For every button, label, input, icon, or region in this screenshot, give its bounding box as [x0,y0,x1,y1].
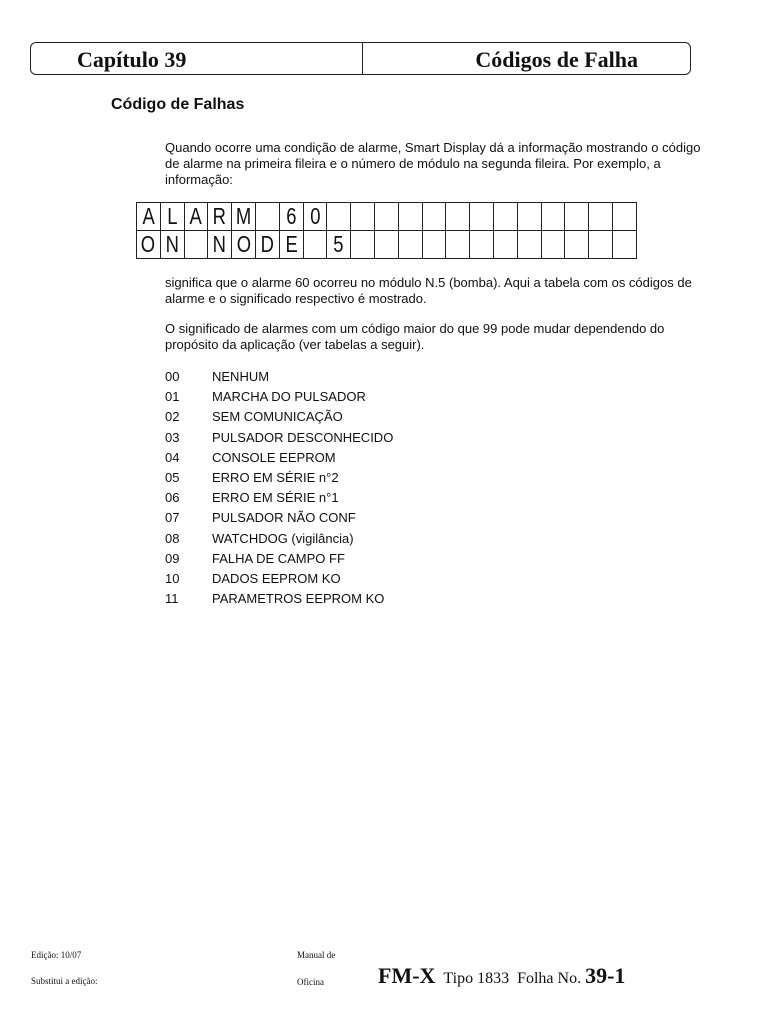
lcd-cell [493,231,517,259]
lcd-cell [422,203,446,231]
lcd-char: M [235,203,252,229]
alarm-code: 04 [165,449,180,465]
lcd-row-2 [137,231,637,259]
alarm-description: FALHA DE CAMPO FF [212,550,345,566]
alarm-code: 07 [165,510,180,526]
lcd-cell [232,231,256,259]
lcd-char: 6 [286,203,297,229]
alarm-description: ERRO EM SÉRIE n°1 [212,490,339,506]
lcd-char: D [260,231,275,257]
lcd-cell [422,231,446,259]
alarm-code: 09 [165,550,180,566]
lcd-cell [184,203,208,231]
lcd-cell [279,231,303,259]
lcd-cell [327,203,351,231]
lcd-cell [541,231,565,259]
lcd-cell [255,231,279,259]
lcd-char: E [285,231,298,257]
alarm-description: DADOS EEPROM KO [212,570,341,586]
lcd-cell [470,231,494,259]
lcd-cell [470,203,494,231]
alarm-code: 11 [165,591,179,607]
sheet-label: Folha No. [517,970,582,987]
alarm-description: ERRO EM SÉRIE n°2 [212,469,339,485]
lcd-char: 5 [333,231,344,257]
lcd-cell [565,203,589,231]
lcd-cell [232,203,256,231]
code-row [165,589,393,609]
code-row [165,529,393,549]
chapter-title: Códigos de Falha [475,47,638,72]
code-row [165,549,393,569]
lcd-cell [374,231,398,259]
display-explanation: significa que o alarme 60 ocorreu no módulo N.5 (bomba). Aqui a tabela com os códigos de alarme e o significado respectivo é mostrado. [165,275,692,306]
alarm-code: 06 [165,490,180,506]
footer-page-info [378,963,625,989]
lcd-cell [255,203,279,231]
alarm-code: 10 [165,570,180,586]
lcd-cell [137,231,161,259]
lcd-char: L [167,203,178,229]
oficina-label: Oficina [297,977,324,987]
lcd-cell [493,203,517,231]
alarm-code: 05 [165,469,180,485]
alarm-description: NENHUM [212,369,270,384]
page-number: 39-1 [585,963,626,988]
lcd-cell [160,203,184,231]
alarm-description: SEM COMUNICAÇÃO [212,409,343,425]
lcd-char: N [213,231,227,257]
code-row [165,488,393,508]
alarm-description: PULSADOR NÃO CONF [212,510,356,526]
lcd-cell [184,231,208,259]
code-row [165,387,393,407]
lcd-cell [374,203,398,231]
code-row [165,407,393,427]
lcd-cell [446,231,470,259]
lcd-cell [446,203,470,231]
code-row [165,508,393,528]
lcd-char: N [165,231,179,257]
lcd-cell [517,231,541,259]
lcd-cell [303,231,327,259]
lcd-row-1 [137,203,637,231]
alarm-description: PULSADOR DESCONHECIDO [212,429,394,445]
alarm-code: 03 [165,429,180,445]
alarm-code: 00 [165,369,180,384]
lcd-char: A [142,203,155,229]
lcd-cell [208,203,232,231]
alarm-code: 01 [165,389,180,405]
lcd-cell [351,203,375,231]
lcd-char: O [236,231,251,257]
code-row [165,569,393,589]
alarm-description: MARCHA DO PULSADOR [212,389,366,405]
lcd-cell [327,231,351,259]
manual-label: Manual de [297,950,336,960]
lcd-cell [137,203,161,231]
lcd-cell [398,203,422,231]
alarm-code: 08 [165,530,180,546]
code-row [165,448,393,468]
chapter-header [30,42,691,75]
code-row [165,428,393,448]
lcd-char: R [213,203,227,229]
lcd-display [136,202,637,259]
model-type: Tipo 1833 [443,970,510,987]
lcd-cell [612,231,636,259]
section-heading: Código de Falhas [111,96,245,113]
lcd-cell [589,203,613,231]
note-paragraph: O significado de alarmes com um código maior do que 99 pode mudar dependendo do propósito da aplicação (ver tabelas a seguir). [165,321,665,352]
lcd-cell [541,203,565,231]
lcd-cell [279,203,303,231]
header-divider [362,43,363,74]
code-row [165,468,393,488]
lcd-cell [303,203,327,231]
lcd-cell [517,203,541,231]
lcd-cell [160,231,184,259]
lcd-cell [398,231,422,259]
alarm-description: CONSOLE EEPROM [212,449,336,465]
alarm-code-list [165,367,393,609]
chapter-number: Capítulo 39 [77,47,187,72]
lcd-char: A [189,203,203,229]
alarm-code: 02 [165,409,180,425]
lcd-char: O [141,231,156,257]
replaces-label: Substitui a edição: [31,976,98,986]
code-row [165,367,393,387]
lcd-cell [589,231,613,259]
alarm-description: WATCHDOG (vigilância) [212,530,354,546]
lcd-cell [565,231,589,259]
lcd-char: 0 [309,203,321,229]
model-name: FM-X [378,963,436,988]
lcd-cell [208,231,232,259]
alarm-description: PARAMETROS EEPROM KO [212,591,385,607]
intro-paragraph: Quando ocorre uma condição de alarme, Smart Display dá a informação mostrando o código de alarme na primeira fileira e o número de módulo na segunda fileira. Por exemplo, a informação: [165,140,701,187]
lcd-cell [351,231,375,259]
lcd-cell [612,203,636,231]
edition-label: Edição: 10/07 [31,950,82,960]
